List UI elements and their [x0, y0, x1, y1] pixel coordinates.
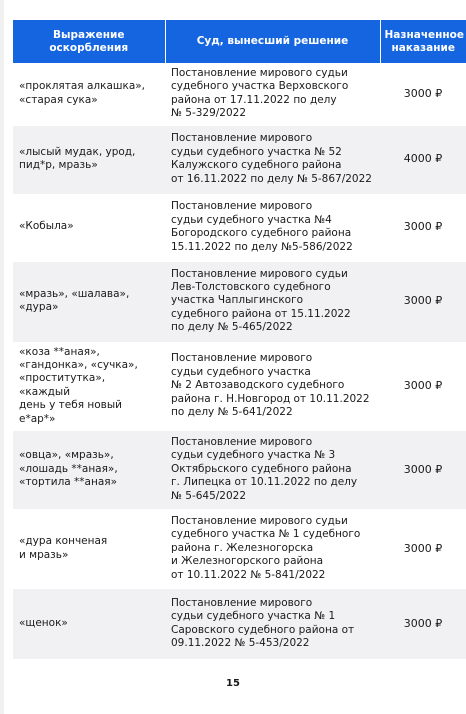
insult-cell: «дура конченая и мразь» [13, 509, 165, 589]
court-cell: Постановление мирового судьи судебного участка № 1 Саровского судебного района от 09.11.2022 № 5-453/2022 [165, 589, 380, 659]
table-row [13, 342, 466, 431]
header-insult: Выражение оскорбления [13, 20, 165, 63]
table-row [13, 262, 466, 342]
table-row [13, 431, 466, 509]
penalty-cell: 3000 ₽ [380, 194, 466, 262]
table-row [13, 126, 466, 194]
penalty-table [13, 20, 466, 659]
court-cell: Постановление мирового судьи Лев-Толстовского судебного участка Чаплыгинского судебного района от 15.11.2022 по делу № 5-465/2022 [165, 262, 380, 342]
insult-cell: «Кобыла» [13, 194, 165, 262]
court-cell: Постановление мирового судьи судебного участка № 3 Октябрьского судебного района г. Липецка от 10.11.2022 по делу № 5-645/2022 [165, 431, 380, 509]
table-row [13, 63, 466, 126]
table-row [13, 509, 466, 589]
insult-cell: «овца», «мразь», «лошадь **аная», «тортила **аная» [13, 431, 165, 509]
header-court: Суд, вынесший решение [165, 20, 380, 63]
penalty-cell: 3000 ₽ [380, 589, 466, 659]
table-row [13, 589, 466, 659]
page-number: 15 [226, 678, 240, 689]
table-body [13, 63, 466, 659]
penalty-cell: 3000 ₽ [380, 431, 466, 509]
court-cell: Постановление мирового судьи судебного участка Верховского района от 17.11.2022 по делу № 5-329/2022 [165, 63, 380, 126]
penalty-cell: 4000 ₽ [380, 126, 466, 194]
court-cell: Постановление мирового судьи судебного участка № 1 судебного района г. Железногорска и Железногорского района от 10.11.2022 № 5-841/2022 [165, 509, 380, 589]
header-penalty: Назначенное наказание [380, 20, 466, 63]
table-row [13, 194, 466, 262]
court-cell: Постановление мирового судьи судебного участка №4 Богородского судебного района 15.11.2022 по делу №5-586/2022 [165, 194, 380, 262]
insult-cell: «мразь», «шалава», «дура» [13, 262, 165, 342]
insult-cell: «щенок» [13, 589, 165, 659]
penalty-cell: 3000 ₽ [380, 509, 466, 589]
penalty-cell: 3000 ₽ [380, 262, 466, 342]
page-edge-rule [0, 0, 4, 714]
court-cell: Постановление мирового судьи судебного участка № 52 Калужского судебного района от 16.11.2022 по делу № 5-867/2022 [165, 126, 380, 194]
insult-cell: «проклятая алкашка», «старая сука» [13, 63, 165, 126]
table-header [13, 20, 466, 63]
header-row [13, 20, 466, 63]
penalty-cell: 3000 ₽ [380, 63, 466, 126]
insult-cell: «лысый мудак, урод, пид*р, мразь» [13, 126, 165, 194]
court-cell: Постановление мирового судьи судебного участка № 2 Автозаводского судебного района г. Н.Новгород от 10.11.2022 по делу № 5-641/2022 [165, 342, 380, 431]
insult-cell: «коза **аная», «гандонка», «сучка», «проститутка», «каждый день у тебя новый е*ар*» [13, 342, 165, 431]
penalty-cell: 3000 ₽ [380, 342, 466, 431]
